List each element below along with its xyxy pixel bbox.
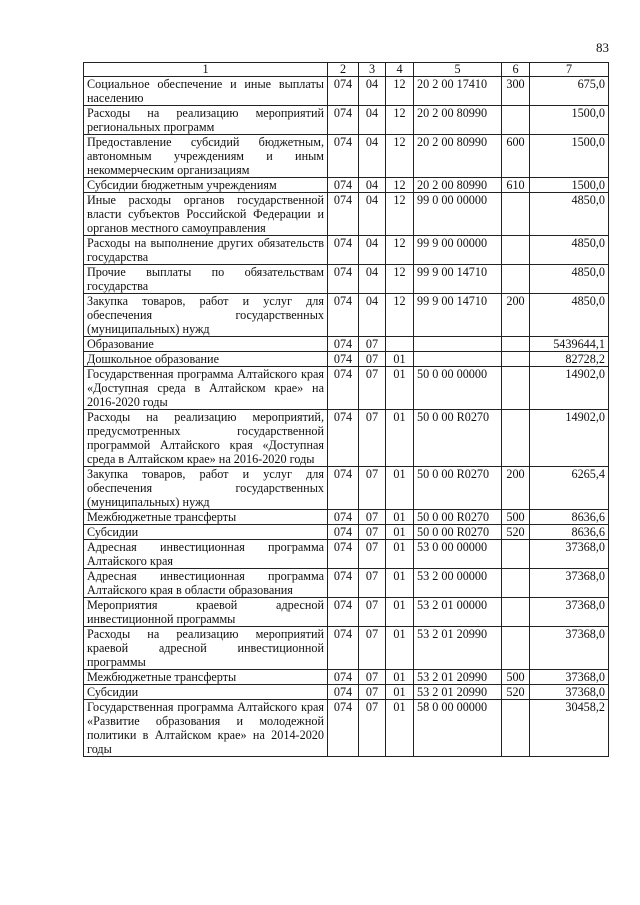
expense-type-code-cell: [502, 337, 530, 352]
expense-type-code-cell: [502, 367, 530, 410]
table-row: [84, 265, 609, 294]
ministry-code-cell: 074: [328, 525, 359, 540]
amount-cell: 14902,0: [530, 367, 609, 410]
subsection-code-cell: 12: [386, 77, 414, 106]
ministry-code-cell: 074: [328, 294, 359, 337]
ministry-code-cell: 074: [328, 352, 359, 367]
col-header-target-item: 5: [414, 63, 502, 77]
ministry-code-cell: 074: [328, 193, 359, 236]
expense-type-code-cell: [502, 627, 530, 670]
section-code-cell: 07: [359, 367, 386, 410]
amount-cell: 14902,0: [530, 410, 609, 467]
amount-cell: 1500,0: [530, 106, 609, 135]
row-name-cell: Государственная программа Алтайского края «Развитие образования и молодежной политики в Алтайском крае» на 2014-2020 годы: [84, 700, 328, 757]
row-name-cell: Закупка товаров, работ и услуг для обеспечения государственных (муниципальных) нужд: [84, 467, 328, 510]
subsection-code-cell: 01: [386, 627, 414, 670]
section-code-cell: 07: [359, 410, 386, 467]
expense-type-code-cell: 610: [502, 178, 530, 193]
table-row: [84, 670, 609, 685]
table-row: [84, 598, 609, 627]
subsection-code-cell: 12: [386, 265, 414, 294]
ministry-code-cell: 074: [328, 700, 359, 757]
section-code-cell: 04: [359, 265, 386, 294]
row-name-cell: Расходы на реализацию мероприятий, предусмотренных государственной программой Алтайского края «Доступная среда в Алтайском крае» на 2016-2020 годы: [84, 410, 328, 467]
expense-type-code-cell: [502, 193, 530, 236]
table-row: [84, 294, 609, 337]
amount-cell: 4850,0: [530, 265, 609, 294]
row-name-cell: Закупка товаров, работ и услуг для обеспечения государственных (муниципальных) нужд: [84, 294, 328, 337]
subsection-code-cell: 12: [386, 106, 414, 135]
row-name-cell: Предоставление субсидий бюджетным, автономным учреждениям и иным некоммерческим организациям: [84, 135, 328, 178]
table-row: [84, 540, 609, 569]
ministry-code-cell: 074: [328, 77, 359, 106]
target-item-code-cell: 53 2 01 00000: [414, 598, 502, 627]
subsection-code-cell: 01: [386, 685, 414, 700]
row-name-cell: Адресная инвестиционная программа Алтайского края: [84, 540, 328, 569]
target-item-code-cell: 50 0 00 R0270: [414, 525, 502, 540]
expense-type-code-cell: [502, 700, 530, 757]
section-code-cell: 07: [359, 569, 386, 598]
amount-cell: 30458,2: [530, 700, 609, 757]
expense-type-code-cell: 600: [502, 135, 530, 178]
ministry-code-cell: 074: [328, 670, 359, 685]
ministry-code-cell: 074: [328, 598, 359, 627]
amount-cell: 1500,0: [530, 135, 609, 178]
row-name-cell: Субсидии бюджетным учреждениям: [84, 178, 328, 193]
subsection-code-cell: 01: [386, 700, 414, 757]
section-code-cell: 04: [359, 193, 386, 236]
amount-cell: 37368,0: [530, 598, 609, 627]
expense-type-code-cell: 520: [502, 685, 530, 700]
table-row: [84, 410, 609, 467]
header-row: [84, 63, 609, 77]
table-row: [84, 135, 609, 178]
table-row: [84, 337, 609, 352]
target-item-code-cell: 50 0 00 R0270: [414, 467, 502, 510]
ministry-code-cell: 074: [328, 265, 359, 294]
ministry-code-cell: 074: [328, 410, 359, 467]
amount-cell: 6265,4: [530, 467, 609, 510]
col-header-amount: 7: [530, 63, 609, 77]
section-code-cell: 07: [359, 352, 386, 367]
subsection-code-cell: 12: [386, 135, 414, 178]
amount-cell: 8636,6: [530, 525, 609, 540]
subsection-code-cell: 01: [386, 510, 414, 525]
subsection-code-cell: 01: [386, 670, 414, 685]
row-name-cell: Межбюджетные трансферты: [84, 670, 328, 685]
target-item-code-cell: [414, 337, 502, 352]
ministry-code-cell: 074: [328, 467, 359, 510]
subsection-code-cell: 12: [386, 178, 414, 193]
section-code-cell: 04: [359, 135, 386, 178]
subsection-code-cell: 12: [386, 236, 414, 265]
table-row: [84, 685, 609, 700]
target-item-code-cell: 53 2 01 20990: [414, 670, 502, 685]
subsection-code-cell: [386, 337, 414, 352]
expense-type-code-cell: 200: [502, 294, 530, 337]
amount-cell: 37368,0: [530, 569, 609, 598]
target-item-code-cell: 20 2 00 80990: [414, 135, 502, 178]
section-code-cell: 04: [359, 106, 386, 135]
table-row: [84, 77, 609, 106]
expense-type-code-cell: [502, 540, 530, 569]
amount-cell: 1500,0: [530, 178, 609, 193]
expense-type-code-cell: 500: [502, 510, 530, 525]
target-item-code-cell: [414, 352, 502, 367]
subsection-code-cell: 01: [386, 598, 414, 627]
target-item-code-cell: 99 9 00 00000: [414, 236, 502, 265]
section-code-cell: 07: [359, 700, 386, 757]
target-item-code-cell: 20 2 00 80990: [414, 178, 502, 193]
section-code-cell: 07: [359, 670, 386, 685]
table-row: [84, 178, 609, 193]
expense-type-code-cell: [502, 265, 530, 294]
ministry-code-cell: 074: [328, 178, 359, 193]
ministry-code-cell: 074: [328, 236, 359, 265]
row-name-cell: Государственная программа Алтайского края «Доступная среда в Алтайском крае» на 2016-2020 годы: [84, 367, 328, 410]
ministry-code-cell: 074: [328, 627, 359, 670]
row-name-cell: Субсидии: [84, 685, 328, 700]
subsection-code-cell: 01: [386, 467, 414, 510]
row-name-cell: Мероприятия краевой адресной инвестиционной программы: [84, 598, 328, 627]
subsection-code-cell: 01: [386, 410, 414, 467]
table-row: [84, 236, 609, 265]
section-code-cell: 04: [359, 77, 386, 106]
table-row: [84, 193, 609, 236]
target-item-code-cell: 53 2 01 20990: [414, 685, 502, 700]
col-header-name: 1: [84, 63, 328, 77]
table-row: [84, 627, 609, 670]
section-code-cell: 07: [359, 510, 386, 525]
amount-cell: 37368,0: [530, 685, 609, 700]
subsection-code-cell: 12: [386, 294, 414, 337]
target-item-code-cell: 50 0 00 R0270: [414, 510, 502, 525]
table-row: [84, 525, 609, 540]
amount-cell: 37368,0: [530, 540, 609, 569]
row-name-cell: Прочие выплаты по обязательствам государства: [84, 265, 328, 294]
expense-type-code-cell: 200: [502, 467, 530, 510]
row-name-cell: Субсидии: [84, 525, 328, 540]
subsection-code-cell: 01: [386, 540, 414, 569]
row-name-cell: Иные расходы органов государственной власти субъектов Российской Федерации и органов местного самоуправления: [84, 193, 328, 236]
ministry-code-cell: 074: [328, 540, 359, 569]
expense-type-code-cell: 520: [502, 525, 530, 540]
section-code-cell: 07: [359, 337, 386, 352]
expense-type-code-cell: [502, 236, 530, 265]
table-row: [84, 352, 609, 367]
row-name-cell: Расходы на выполнение других обязательств государства: [84, 236, 328, 265]
ministry-code-cell: 074: [328, 106, 359, 135]
table-row: [84, 367, 609, 410]
col-header-subsection: 4: [386, 63, 414, 77]
expense-type-code-cell: [502, 569, 530, 598]
table-row: [84, 467, 609, 510]
row-name-cell: Расходы на реализацию мероприятий региональных программ: [84, 106, 328, 135]
budget-table: [83, 62, 609, 757]
amount-cell: 37368,0: [530, 627, 609, 670]
table-row: [84, 510, 609, 525]
subsection-code-cell: 01: [386, 525, 414, 540]
row-name-cell: Межбюджетные трансферты: [84, 510, 328, 525]
target-item-code-cell: 53 2 01 20990: [414, 627, 502, 670]
amount-cell: 8636,6: [530, 510, 609, 525]
expense-type-code-cell: [502, 598, 530, 627]
table-body: [84, 77, 609, 757]
ministry-code-cell: 074: [328, 367, 359, 410]
section-code-cell: 04: [359, 178, 386, 193]
section-code-cell: 07: [359, 540, 386, 569]
table-row: [84, 700, 609, 757]
expense-type-code-cell: [502, 410, 530, 467]
ministry-code-cell: 074: [328, 135, 359, 178]
ministry-code-cell: 074: [328, 510, 359, 525]
target-item-code-cell: 99 0 00 00000: [414, 193, 502, 236]
section-code-cell: 07: [359, 467, 386, 510]
amount-cell: 5439644,1: [530, 337, 609, 352]
col-header-ministry: 2: [328, 63, 359, 77]
ministry-code-cell: 074: [328, 337, 359, 352]
expense-type-code-cell: 300: [502, 77, 530, 106]
amount-cell: 4850,0: [530, 193, 609, 236]
target-item-code-cell: 53 2 00 00000: [414, 569, 502, 598]
section-code-cell: 04: [359, 236, 386, 265]
ministry-code-cell: 074: [328, 569, 359, 598]
row-name-cell: Дошкольное образование: [84, 352, 328, 367]
row-name-cell: Образование: [84, 337, 328, 352]
ministry-code-cell: 074: [328, 685, 359, 700]
section-code-cell: 04: [359, 294, 386, 337]
amount-cell: 37368,0: [530, 670, 609, 685]
row-name-cell: Расходы на реализацию мероприятий краевой адресной инвестиционной программы: [84, 627, 328, 670]
target-item-code-cell: 53 0 00 00000: [414, 540, 502, 569]
target-item-code-cell: 50 0 00 R0270: [414, 410, 502, 467]
amount-cell: 4850,0: [530, 294, 609, 337]
page-number: 83: [596, 40, 609, 55]
section-code-cell: 07: [359, 598, 386, 627]
target-item-code-cell: 58 0 00 00000: [414, 700, 502, 757]
target-item-code-cell: 99 9 00 14710: [414, 294, 502, 337]
expense-type-code-cell: [502, 352, 530, 367]
section-code-cell: 07: [359, 627, 386, 670]
table-row: [84, 569, 609, 598]
section-code-cell: 07: [359, 685, 386, 700]
subsection-code-cell: 01: [386, 352, 414, 367]
subsection-code-cell: 12: [386, 193, 414, 236]
amount-cell: 675,0: [530, 77, 609, 106]
target-item-code-cell: 99 9 00 14710: [414, 265, 502, 294]
amount-cell: 4850,0: [530, 236, 609, 265]
amount-cell: 82728,2: [530, 352, 609, 367]
target-item-code-cell: 50 0 00 00000: [414, 367, 502, 410]
col-header-expense-type: 6: [502, 63, 530, 77]
subsection-code-cell: 01: [386, 569, 414, 598]
expense-type-code-cell: [502, 106, 530, 135]
col-header-section: 3: [359, 63, 386, 77]
section-code-cell: 07: [359, 525, 386, 540]
row-name-cell: Адресная инвестиционная программа Алтайского края в области образования: [84, 569, 328, 598]
target-item-code-cell: 20 2 00 17410: [414, 77, 502, 106]
subsection-code-cell: 01: [386, 367, 414, 410]
row-name-cell: Социальное обеспечение и иные выплаты населению: [84, 77, 328, 106]
table-row: [84, 106, 609, 135]
target-item-code-cell: 20 2 00 80990: [414, 106, 502, 135]
expense-type-code-cell: 500: [502, 670, 530, 685]
